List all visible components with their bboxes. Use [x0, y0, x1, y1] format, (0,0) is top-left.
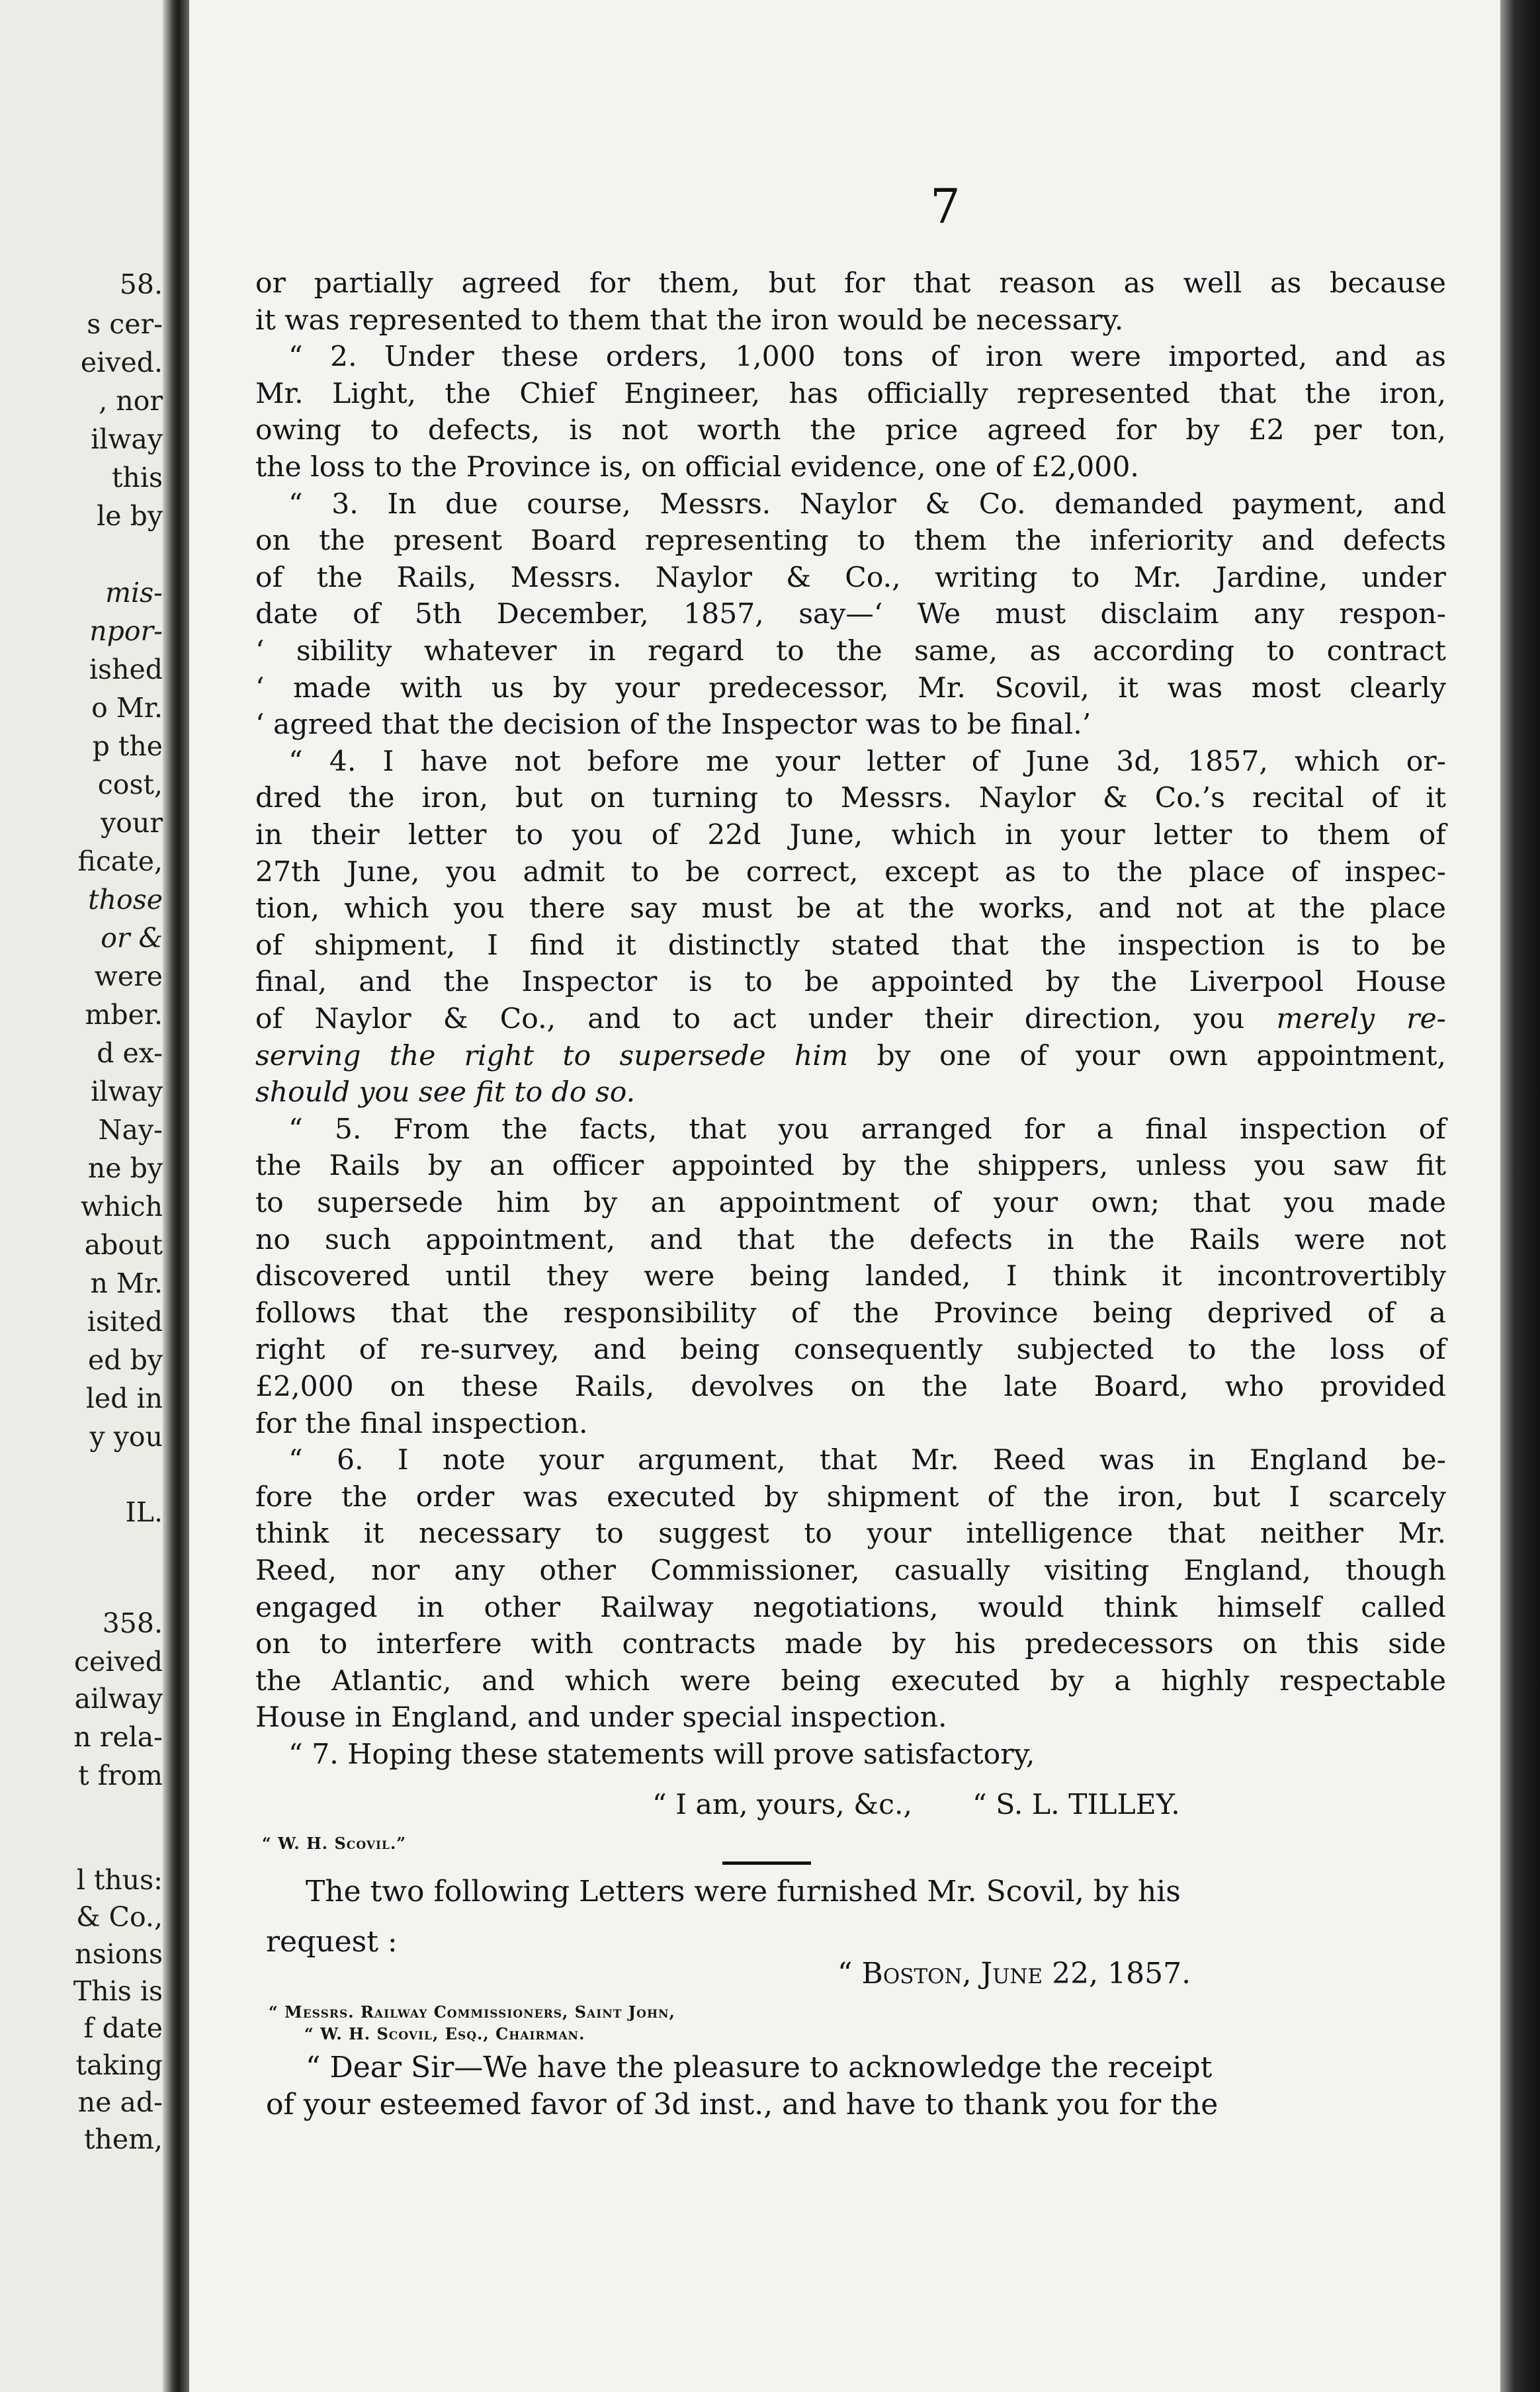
body-line: in their letter to you of 22d June, which in your letter to them of	[255, 819, 1446, 851]
body-line: 27th June, you admit to be correct, except as to the place of inspec-	[255, 855, 1446, 888]
body-line: of shipment, I find it distinctly stated that the inspection is to be	[255, 929, 1446, 962]
body-line: fore the order was executed by shipment of the iron, but I scarcely	[255, 1480, 1446, 1514]
facing-page-fragment: npor-	[89, 615, 163, 647]
facing-page-fragment: f date	[83, 2012, 163, 2044]
body-line: right of re-survey, and being consequently subjected to the loss of	[255, 1334, 1446, 1367]
signature: “ S. L. TILLEY.	[972, 1789, 1180, 1821]
body-line: the Atlantic, and which were being executed by a highly respectable	[255, 1664, 1446, 1697]
body-line: ‘ sibility whatever in regard to the same, as according to contract	[255, 635, 1446, 667]
closing-line: “ I am, yours, &c.,	[652, 1789, 912, 1821]
facing-page-fragment: led in	[85, 1383, 163, 1414]
body-line: ‘ agreed that the decision of the Inspector was to be final.’	[255, 708, 1091, 742]
facing-page-fragment: them,	[83, 2123, 163, 2155]
facing-page-fragment: o Mr.	[91, 692, 163, 724]
intro-line-2: request :	[266, 1925, 398, 1959]
body-line: “ 5. From the facts, that you arranged for a final inspection of	[288, 1113, 1446, 1146]
body-line: should you see fit to do so.	[255, 1076, 636, 1109]
body-line: the loss to the Province is, on official evidence, one of £2,000.	[255, 451, 1139, 484]
body-line: on to interfere with contracts made by his predecessors on this side	[255, 1628, 1446, 1661]
facing-page-fragment: l thus:	[76, 1864, 163, 1896]
body-line: date of 5th December, 1857, say—‘ We must disclaim any respon-	[255, 598, 1446, 631]
facing-page-fragment: or &	[101, 922, 163, 954]
facing-page-fragment: isited	[87, 1306, 163, 1338]
facing-page-fragment: those	[88, 884, 163, 916]
facing-page-fragment: n Mr.	[90, 1267, 163, 1299]
facing-page-fragment: le by	[97, 500, 163, 532]
facing-page-fragment: ne by	[87, 1152, 163, 1184]
body-line: discovered until they were being landed, I think it incontrovertibly	[255, 1260, 1446, 1293]
body-line: “ 3. In due course, Messrs. Naylor & Co. demanded payment, and	[288, 488, 1446, 521]
facing-page-fragment: p the	[92, 730, 163, 762]
facing-page-fragment: nsions	[75, 1938, 163, 1970]
body-line: dred the iron, but on turning to Messrs. Naylor & Co.’s recital of it	[255, 782, 1446, 815]
body-line: the Rails by an officer appointed by the shippers, unless you saw fit	[255, 1150, 1446, 1183]
facing-page-fragment: ished	[89, 654, 163, 685]
body-line: House in England, and under special inspection.	[255, 1701, 947, 1734]
intro-line-1: The two following Letters were furnished Mr. Scovil, by his	[306, 1875, 1181, 1908]
body-line: to supersede him by an appointment of your own; that you made	[255, 1187, 1446, 1219]
facing-page-fragment: 358.	[102, 1607, 163, 1639]
facing-page-fragment: your	[101, 807, 163, 839]
facing-page-fragment: which	[81, 1191, 163, 1222]
facing-page-fragment: s cer-	[87, 308, 163, 340]
facing-page-fragment: & Co.,	[76, 1901, 163, 1933]
body-line: of the Rails, Messrs. Naylor & Co., writing to Mr. Jardine, under	[255, 561, 1446, 594]
address-line-2: “ W. H. Scovil, Esq., Chairman.	[304, 2024, 585, 2043]
facing-page-fragment: t from	[78, 1760, 163, 1791]
section-rule	[722, 1861, 811, 1865]
page-number: 7	[930, 179, 961, 234]
body-line: “ 4. I have not before me your letter of June 3d, 1857, which or-	[288, 745, 1446, 778]
body-line: final, and the Inspector is to be appointed by the Liverpool House	[255, 966, 1446, 999]
body-line: follows that the responsibility of the Province being deprived of a	[255, 1297, 1446, 1330]
address-line-1: “ Messrs. Railway Commissioners, Saint John,	[269, 2002, 675, 2022]
facing-page-edge	[0, 0, 173, 2392]
body-line: on the present Board representing to them the inferiority and defects	[255, 525, 1446, 558]
facing-page-fragment: mis-	[105, 577, 163, 609]
body-line: engaged in other Railway negotiations, would think himself called	[255, 1591, 1446, 1624]
facing-page-fragment: IL.	[125, 1496, 163, 1528]
facing-page-fragment: ceived	[73, 1646, 163, 1678]
body-line: “ 2. Under these orders, 1,000 tons of iron were imported, and as	[288, 341, 1446, 374]
body-line: it was represented to them that the iron would be necessary.	[255, 304, 1124, 337]
body-line: £2,000 on these Rails, devolves on the late Board, who provided	[255, 1371, 1446, 1403]
facing-page-fragment: n rela-	[73, 1721, 163, 1753]
facing-page-fragment: ne ad-	[77, 2086, 163, 2118]
facing-page-fragment: d ex-	[97, 1037, 163, 1069]
facing-page-fragment: Nay-	[98, 1114, 163, 1146]
body-line: for the final inspection.	[255, 1407, 588, 1440]
book-gutter	[163, 0, 189, 2392]
facing-page-fragment: ailway	[74, 1683, 163, 1715]
body-line: Reed, nor any other Commissioner, casually visiting England, though	[255, 1555, 1446, 1587]
body-line: “ 6. I note your argument, that Mr. Reed was in England be-	[288, 1444, 1446, 1477]
facing-page-fragment: ficate,	[77, 845, 163, 877]
facing-page-fragment: ed by	[88, 1344, 163, 1376]
facing-page-fragment: cost,	[97, 769, 163, 800]
letter-line-2: of your esteemed favor of 3d inst., and have to thank you for the	[266, 2088, 1219, 2121]
facing-page-fragment: This is	[73, 1975, 163, 2007]
facing-page-fragment: ilway	[91, 1076, 163, 1107]
page-edge-right	[1500, 0, 1540, 2392]
body-line: Mr. Light, the Chief Engineer, has officially represented that the iron,	[255, 377, 1446, 410]
facing-page-fragment: about	[84, 1229, 163, 1261]
body-line: of Naylor & Co., and to act under their direction, you merely re-	[255, 1003, 1446, 1035]
facing-page-fragment: y you	[89, 1421, 163, 1453]
facing-page-fragment: eived.	[80, 347, 163, 378]
body-line: think it necessary to suggest to your intelligence that neither Mr.	[255, 1517, 1446, 1551]
body-line: or partially agreed for them, but for that reason as well as because	[255, 267, 1446, 300]
facing-page-fragment: taking	[75, 2049, 163, 2081]
facing-page-fragment: mber.	[85, 999, 163, 1031]
facing-page-fragment: 58.	[119, 269, 163, 300]
facing-page-fragment: , nor	[99, 385, 163, 417]
body-line: “ 7. Hoping these statements will prove satisfactory,	[288, 1738, 1035, 1771]
body-line: serving the right to supersede him by one of your own appointment,	[255, 1039, 1446, 1072]
page	[189, 0, 1500, 2392]
addressee: “ W. H. Scovil.”	[262, 1834, 407, 1853]
body-line: no such appointment, and that the defects in the Rails were not	[255, 1223, 1446, 1256]
facing-page-fragment: were	[94, 961, 163, 992]
body-line: tion, which you there say must be at the works, and not at the place	[255, 892, 1446, 925]
letter-line-1: “ Dear Sir—We have the pleasure to acknowledge the receipt	[306, 2051, 1213, 2084]
dateline: “ Boston, June 22, 1857.	[837, 1957, 1191, 1990]
body-line: ‘ made with us by your predecessor, Mr. Scovil, it was most clearly	[255, 671, 1446, 705]
body-line: owing to defects, is not worth the price agreed for by £2 per ton,	[255, 414, 1446, 447]
facing-page-fragment: ilway	[91, 423, 163, 455]
facing-page-fragment: this	[111, 462, 163, 493]
